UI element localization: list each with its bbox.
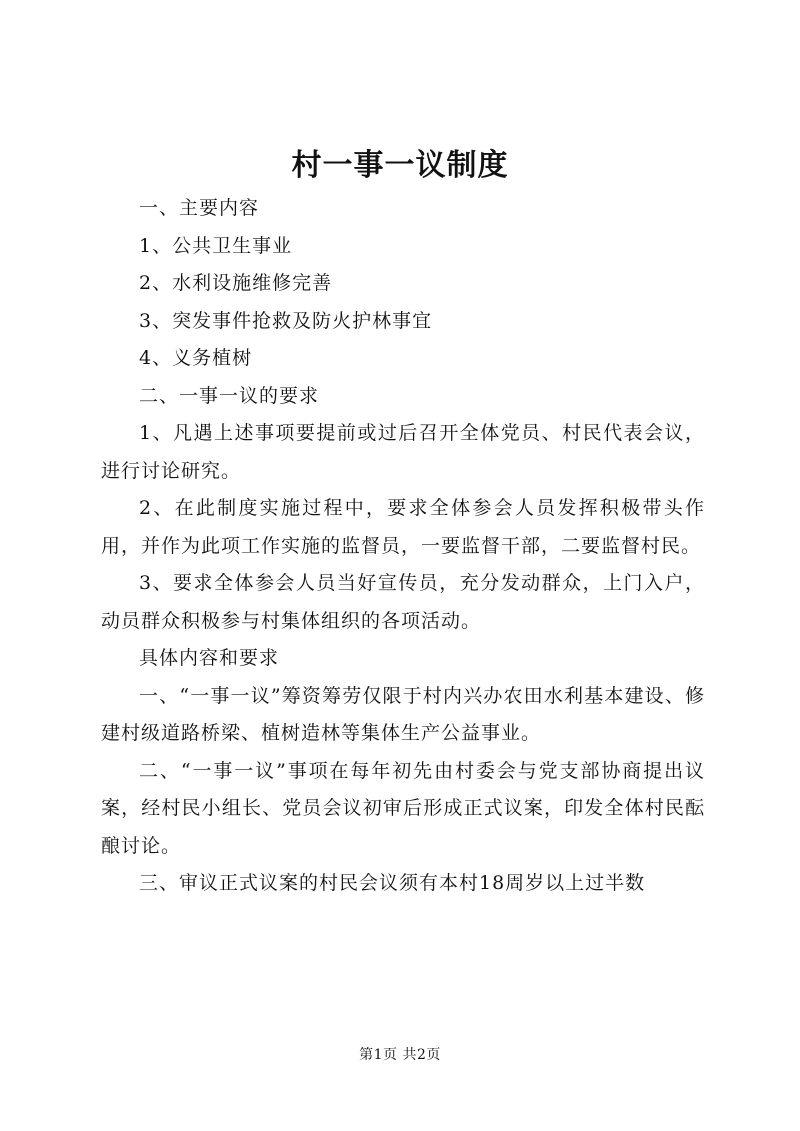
paragraph: 二、“一事一议”事项在每年初先由村委会与党支部协商提出议案，经村民小组长、党员会议初审后形成正式议案，印发全体村民酝酿讨论。	[101, 759, 705, 857]
list-item: 4、义务植树	[139, 347, 253, 369]
section-heading: 具体内容和要求	[139, 647, 280, 669]
section-heading: 二、一事一议的要求	[139, 384, 320, 407]
list-item: 1、公共卫生事业	[139, 234, 293, 257]
document-title: 村一事一议制度	[291, 148, 509, 183]
paragraph: 2、在此制度实施过程中，要求全体参会人员发挥积极带头作用，并作为此项工作实施的监督员，一要监督干部，二要监督村民。	[101, 497, 705, 557]
paragraph: 3、要求全体参会人员当好宣传员，充分发动群众，上门入户，动员群众积极参与村集体组织的各项活动。	[101, 572, 705, 632]
paragraph: 1、凡遇上述事项要提前或过后召开全体党员、村民代表会议，进行讨论研究。	[101, 422, 705, 482]
list-item: 3、突发事件抢救及防火护林事宜	[139, 309, 433, 332]
document-body	[101, 190, 705, 903]
page-footer: 第1页 共2页	[359, 1047, 441, 1063]
list-item: 2、水利设施维修完善	[139, 272, 333, 294]
paragraph: 一、“一事一议”筹资筹劳仅限于村内兴办农田水利基本建设、修建村级道路桥梁、植树造林等集体生产公益事业。	[101, 684, 705, 744]
section-heading: 一、主要内容	[139, 197, 260, 219]
paragraph: 三、审议正式议案的村民会议须有本村18周岁以上过半数	[139, 872, 646, 894]
